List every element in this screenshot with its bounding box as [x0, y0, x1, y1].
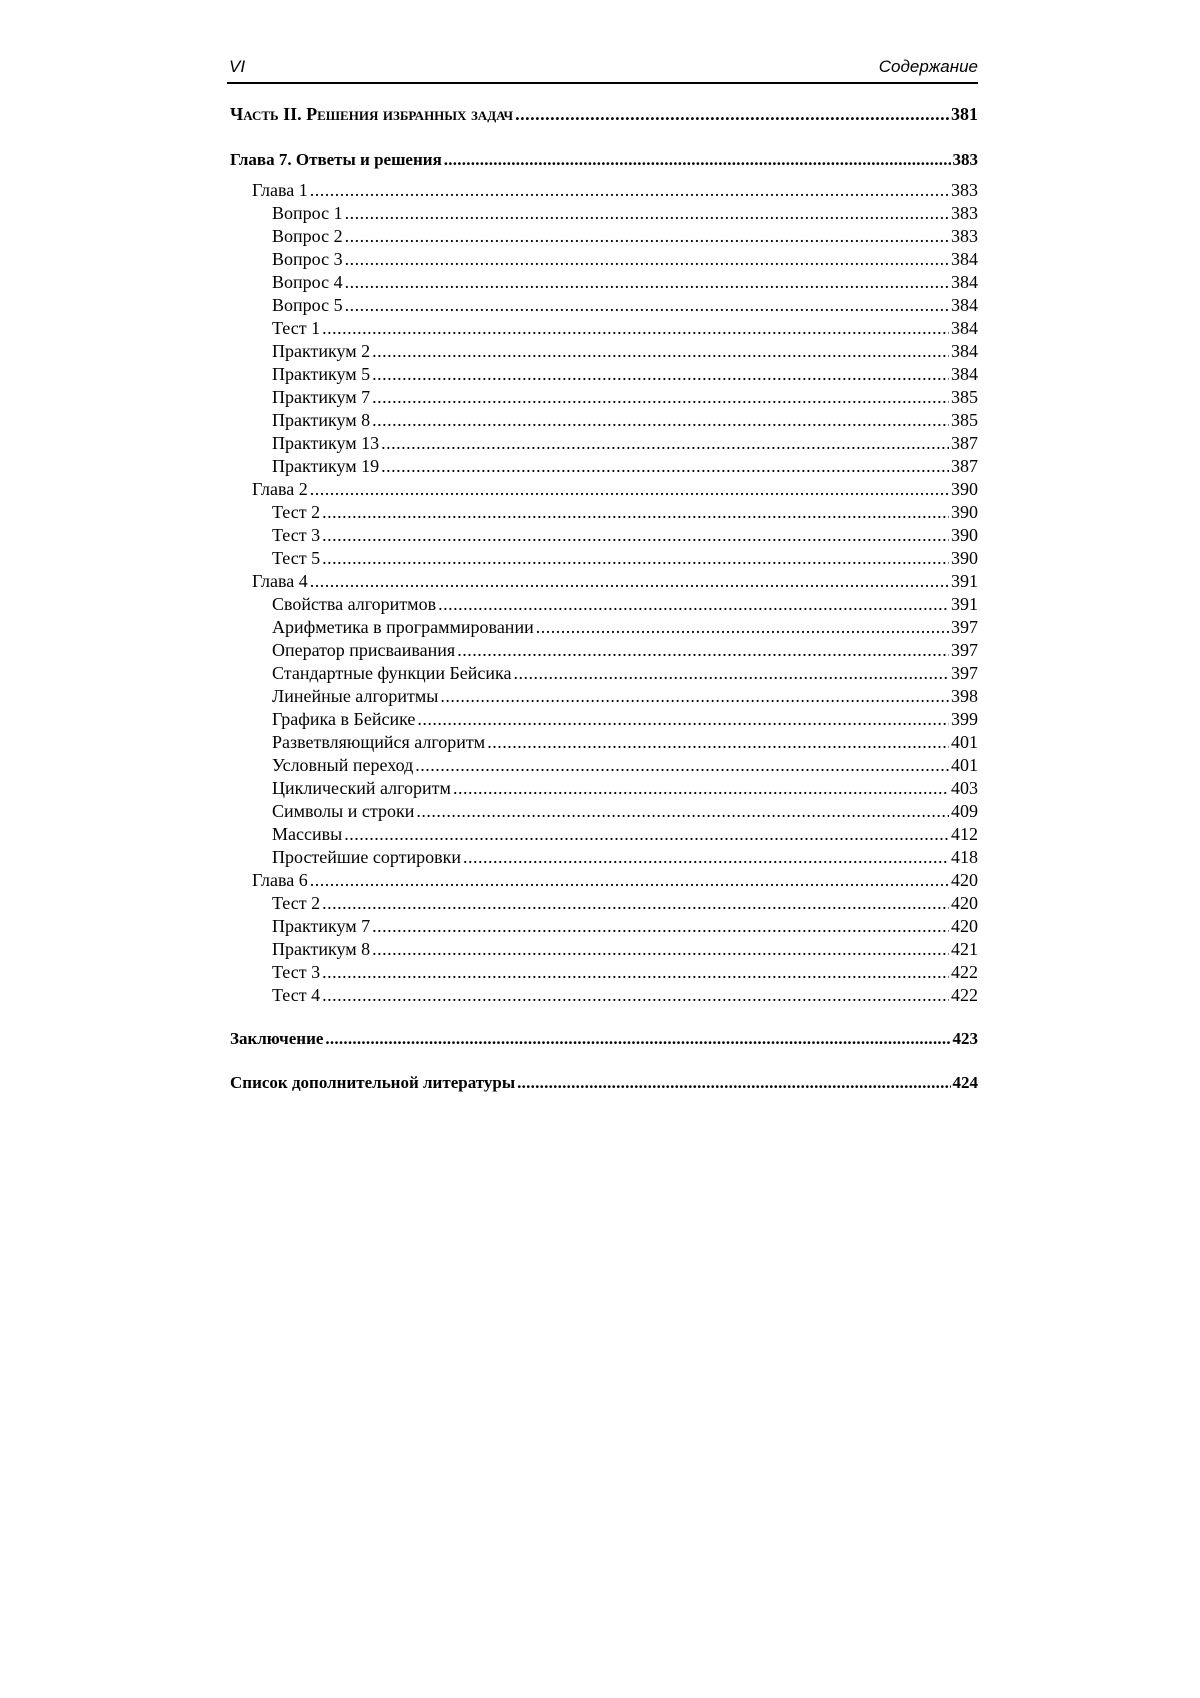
toc-entry-label: Вопрос 3 [272, 249, 343, 269]
toc-entry-label: Практикум 8 [272, 939, 371, 959]
toc-entry-label: Тест 3 [272, 962, 321, 982]
toc-entry-page: 381 [951, 104, 978, 124]
toc-entry-page: 391 [951, 571, 978, 591]
leader-dots [322, 984, 949, 1006]
toc-entry[interactable] [230, 317, 978, 339]
toc-entry[interactable] [230, 616, 978, 638]
toc-entry-label: Линейные алгоритмы [272, 686, 439, 706]
toc-entry-page: 420 [951, 916, 978, 936]
toc-entry-label: Список дополнительной литературы [230, 1073, 516, 1092]
leader-dots [345, 202, 949, 224]
toc-entry[interactable] [230, 823, 978, 845]
leader-dots [515, 103, 949, 125]
toc-entry[interactable] [230, 478, 978, 500]
toc-entry-page: 423 [952, 1029, 978, 1048]
toc-entry-page: 384 [951, 249, 978, 269]
toc-entry-page: 384 [951, 318, 978, 338]
toc-entry[interactable] [230, 524, 978, 546]
toc-entry-label: Стандартные функции Бейсика [272, 663, 512, 683]
toc-entry-label: Разветвляющийся алгоритм [272, 732, 486, 752]
toc-entry-page: 385 [951, 410, 978, 430]
toc-entry[interactable] [230, 938, 978, 960]
toc-entry-page: 399 [951, 709, 978, 729]
toc-entry-label: Практикум 13 [272, 433, 380, 453]
toc-entry-label: Практикум 8 [272, 410, 371, 430]
toc-entry-label: Символы и строки [272, 801, 415, 821]
toc-entry-label: Глава 4 [252, 571, 308, 591]
toc-entry-label: Тест 4 [272, 985, 321, 1005]
toc-entry-chapter-7[interactable] [230, 149, 978, 171]
leader-dots [438, 593, 949, 615]
toc-entry-page: 390 [951, 502, 978, 522]
toc-entry[interactable] [230, 892, 978, 914]
leader-dots [325, 1028, 950, 1050]
table-of-contents [230, 0, 978, 1100]
toc-entry-label: Часть II. Решения избранных задач [230, 104, 514, 124]
toc-entry-bibliography[interactable] [230, 1072, 978, 1094]
leader-dots [322, 547, 949, 569]
toc-entry[interactable] [230, 271, 978, 293]
toc-entry-page: 420 [951, 893, 978, 913]
toc-entry-label: Практикум 7 [272, 916, 371, 936]
toc-entry[interactable] [230, 363, 978, 385]
toc-entry-page: 420 [951, 870, 978, 890]
leader-dots [310, 179, 949, 201]
toc-entry[interactable] [230, 984, 978, 1006]
toc-entry-page: 387 [951, 433, 978, 453]
toc-entry-page: 401 [951, 755, 978, 775]
toc-entry-page: 398 [951, 686, 978, 706]
toc-entry-label: Тест 2 [272, 502, 321, 522]
toc-entry-label: Практикум 7 [272, 387, 371, 407]
toc-entry[interactable] [230, 248, 978, 270]
toc-entry[interactable] [230, 685, 978, 707]
toc-entry[interactable] [230, 340, 978, 362]
toc-entry-label: Циклический алгоритм [272, 778, 451, 798]
leader-dots [345, 271, 949, 293]
toc-entry-label: Заключение [230, 1029, 324, 1048]
leader-dots [310, 869, 949, 891]
toc-entry-page: 384 [951, 295, 978, 315]
toc-entry[interactable] [230, 294, 978, 316]
toc-entry[interactable] [230, 432, 978, 454]
leader-dots [372, 386, 949, 408]
toc-entry-page: 383 [952, 150, 978, 169]
leader-dots [417, 708, 949, 730]
leader-dots [322, 317, 949, 339]
leader-dots [345, 294, 949, 316]
toc-entry[interactable] [230, 225, 978, 247]
toc-entry-page: 397 [951, 663, 978, 683]
toc-entry-label: Условный переход [272, 755, 414, 775]
toc-entry-label: Свойства алгоритмов [272, 594, 437, 614]
toc-entry-label: Графика в Бейсике [272, 709, 416, 729]
toc-entry-page: 390 [951, 479, 978, 499]
toc-entry[interactable] [230, 409, 978, 431]
leader-dots [345, 225, 949, 247]
toc-entry[interactable] [230, 570, 978, 592]
toc-entry-page: 385 [951, 387, 978, 407]
toc-entry-page: 401 [951, 732, 978, 752]
leader-dots [457, 639, 949, 661]
toc-entry[interactable] [230, 777, 978, 799]
toc-entry-page: 383 [951, 226, 978, 246]
leader-dots [487, 731, 949, 753]
toc-entry-label: Глава 1 [252, 180, 308, 200]
leader-dots [310, 478, 949, 500]
toc-entry-label: Оператор присваивания [272, 640, 456, 660]
toc-entry[interactable] [230, 386, 978, 408]
toc-entry[interactable] [230, 179, 978, 201]
toc-entry-page: 390 [951, 548, 978, 568]
leader-dots [372, 363, 949, 385]
toc-entry[interactable] [230, 846, 978, 868]
toc-entry-page: 424 [952, 1073, 978, 1092]
toc-entry[interactable] [230, 869, 978, 891]
toc-entry-page: 418 [951, 847, 978, 867]
toc-entry-page: 383 [951, 203, 978, 223]
toc-entry-label: Практикум 19 [272, 456, 380, 476]
leader-dots [514, 662, 949, 684]
leader-dots [372, 340, 949, 362]
leader-dots [416, 800, 949, 822]
toc-entry-page: 421 [951, 939, 978, 959]
leader-dots [322, 892, 949, 914]
toc-entry-page: 390 [951, 525, 978, 545]
toc-entry-page: 412 [951, 824, 978, 844]
toc-entry-label: Тест 2 [272, 893, 321, 913]
leader-dots [372, 938, 949, 960]
toc-entry-page: 384 [951, 364, 978, 384]
toc-entry-page: 384 [951, 341, 978, 361]
toc-entry-label: Тест 1 [272, 318, 321, 338]
leader-dots [444, 149, 951, 171]
toc-entry-label: Практикум 5 [272, 364, 371, 384]
toc-entry-label: Вопрос 2 [272, 226, 343, 246]
toc-entry[interactable] [230, 593, 978, 615]
toc-entry[interactable] [230, 639, 978, 661]
toc-entry-page: 403 [951, 778, 978, 798]
leader-dots [345, 248, 949, 270]
toc-entry-label: Глава 2 [252, 479, 308, 499]
leader-dots [322, 524, 949, 546]
leader-dots [322, 961, 949, 983]
toc-entry-label: Вопрос 5 [272, 295, 343, 315]
toc-entry-page: 384 [951, 272, 978, 292]
toc-entry-page: 422 [951, 985, 978, 1005]
leader-dots [463, 846, 949, 868]
toc-entry-page: 383 [951, 180, 978, 200]
page-number: VI [229, 57, 246, 76]
toc-entry-conclusion[interactable] [230, 1028, 978, 1050]
toc-entry-label: Глава 6 [252, 870, 308, 890]
toc-entry[interactable] [230, 754, 978, 776]
toc-entry-page: 387 [951, 456, 978, 476]
toc-entry-part-2[interactable] [230, 103, 978, 125]
leader-dots [372, 915, 949, 937]
leader-dots [536, 616, 949, 638]
leader-dots [440, 685, 949, 707]
toc-entry[interactable] [230, 202, 978, 224]
toc-entry-label: Вопрос 1 [272, 203, 343, 223]
toc-entry-page: 391 [951, 594, 978, 614]
toc-entry[interactable] [230, 662, 978, 684]
leader-dots [453, 777, 949, 799]
leader-dots [372, 409, 949, 431]
toc-entry[interactable] [230, 547, 978, 569]
leader-dots [344, 823, 949, 845]
toc-entry[interactable] [230, 731, 978, 753]
toc-entry[interactable] [230, 800, 978, 822]
toc-entry-label: Тест 3 [272, 525, 321, 545]
toc-entry-label: Глава 7. Ответы и решения [230, 150, 442, 169]
toc-entry-page: 397 [951, 617, 978, 637]
toc-entry[interactable] [230, 455, 978, 477]
toc-entry-label: Тест 5 [272, 548, 321, 568]
leader-dots [381, 432, 949, 454]
toc-entry[interactable] [230, 501, 978, 523]
toc-entry-label: Вопрос 4 [272, 272, 343, 292]
toc-entry-page: 409 [951, 801, 978, 821]
toc-entry-label: Массивы [272, 824, 343, 844]
toc-entry-page: 422 [951, 962, 978, 982]
leader-dots [381, 455, 949, 477]
leader-dots [310, 570, 949, 592]
running-title: Содержание [878, 57, 978, 76]
toc-entry[interactable] [230, 915, 978, 937]
toc-entry-label: Практикум 2 [272, 341, 371, 361]
leader-dots [322, 501, 949, 523]
toc-entry[interactable] [230, 961, 978, 983]
toc-entry[interactable] [230, 708, 978, 730]
leader-dots [517, 1072, 950, 1094]
leader-dots [415, 754, 949, 776]
toc-entry-label: Простейшие сортировки [272, 847, 462, 867]
toc-entry-label: Арифметика в программировании [272, 617, 534, 637]
toc-entry-page: 397 [951, 640, 978, 660]
